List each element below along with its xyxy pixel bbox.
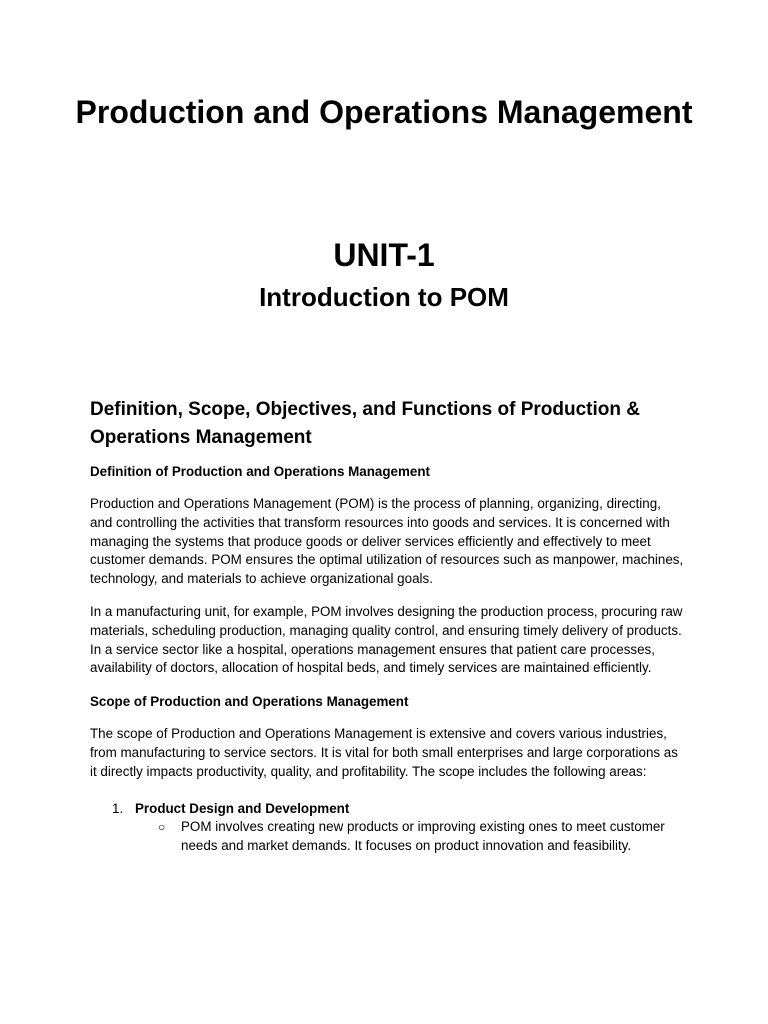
- document-title: Production and Operations Management: [75, 94, 693, 130]
- scope-areas-list: [90, 800, 686, 856]
- definition-paragraph-1: Production and Operations Management (POM) is the process of planning, organizing, directing, and controlling the activities that transform resources into goods and services. It is concerned with managing the systems that produce goods or deliver services efficiently and effectively to meet customer demands. POM ensures the optimal utilization of resources such as manpower, machines, technology, and materials to achieve organizational goals.: [90, 496, 684, 587]
- section-heading: Definition, Scope, Objectives, and Functions of Production & Operations Management: [90, 399, 640, 448]
- definition-paragraph-2: In a manufacturing unit, for example, POM involves designing the production process, procuring raw materials, scheduling production, managing quality control, and ensuring timely delivery of products. In a service sector like a hospital, operations management ensures that patient care processes, availability of doctors, allocation of hospital beds, and timely services are maintained efficiently.: [90, 603, 683, 676]
- list-item-number: 1.: [112, 800, 124, 816]
- document-body: [90, 396, 686, 856]
- unit-subtitle: Introduction to POM: [259, 282, 509, 312]
- sub-list-item-text: POM involves creating new products or improving existing ones to meet customer needs and market demands. It focuses on product innovation and feasibility.: [181, 819, 665, 854]
- list-item-title: Product Design and Development: [135, 800, 350, 816]
- definition-heading: Definition of Production and Operations Management: [90, 464, 430, 479]
- list-item: [90, 800, 686, 856]
- hollow-circle-bullet-icon: ○: [158, 820, 166, 835]
- scope-paragraph: The scope of Production and Operations Management is extensive and covers various industries, from manufacturing to service sectors. It is vital for both small enterprises and large corporations as it directly impacts productivity, quality, and profitability. The scope includes the following areas:: [90, 726, 678, 779]
- sub-list-item: [135, 818, 686, 856]
- scope-heading: Scope of Production and Operations Management: [90, 694, 409, 710]
- unit-label: UNIT-1: [333, 237, 435, 273]
- sub-list: [135, 818, 686, 856]
